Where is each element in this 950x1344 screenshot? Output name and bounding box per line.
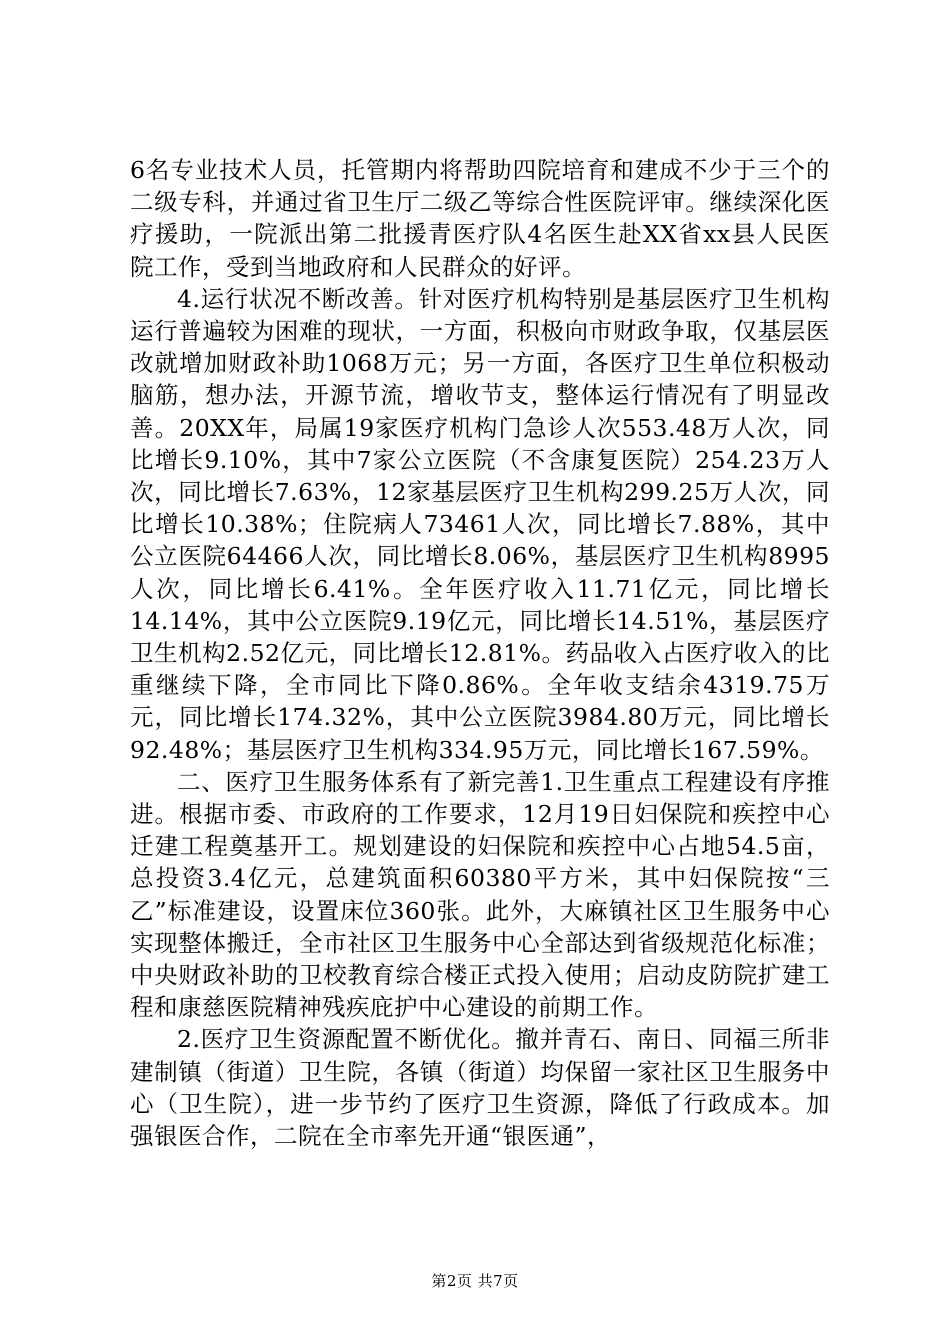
paragraph-1: 6名专业技术人员，托管期内将帮助四院培育和建成不少于三个的二级专科，并通过省卫生厅二级乙等综合性医院评审。继续深化医疗援助，一院派出第二批援青医疗队4名医生赴XX省xx县人民医院工作，受到当地政府和人民群众的好评。 xyxy=(130,156,830,281)
body-text xyxy=(130,154,830,1152)
paragraph-3: 二、医疗卫生服务体系有了新完善1.卫生重点工程建设有序推进。根据市委、市政府的工作要求，12月19日妇保院和疾控中心迁建工程奠基开工。规划建设的妇保院和疾控中心占地54.5亩，总投资3.4亿元，总建筑面积60380平方米，其中妇保院按“三乙”标准建设，设置床位360张。此外，大麻镇社区卫生服务中心实现整体搬迁，全市社区卫生服务中心全部达到省级规范化标准；中央财政补助的卫校教育综合楼正式投入使用；启动皮防院扩建工程和康慈医院精神残疾庇护中心建设的前期工作。 xyxy=(130,767,830,1022)
paragraph-4: 2.医疗卫生资源配置不断优化。撤并青石、南日、同福三所非建制镇（街道）卫生院，各镇（街道）均保留一家社区卫生服务中心（卫生院），进一步节约了医疗卫生资源，降低了行政成本。加强银医合作，二院在全市率先开通“银医通”， xyxy=(130,1025,830,1151)
page-footer: 第2页 共7页 xyxy=(431,1272,519,1290)
paragraph-2: 4.运行状况不断改善。针对医疗机构特别是基层医疗卫生机构运行普遍较为困难的现状，一方面，积极向市财政争取，仅基层医改就增加财政补助1068万元；另一方面，各医疗卫生单位积极动脑筋，想办法，开源节流，增收节支，整体运行情况有了明显改善。20XX年，局属19家医疗机构门急诊人次553.48万人次，同比增长9.10%，其中7家公立医院（不含康复医院）254.23万人次，同比增长7.63%，12家基层医疗卫生机构299.25万人次，同比增长10.38%；住院病人73461人次，同比增长7.88%，其中公立医院64466人次，同比增长8.06%，基层医疗卫生机构8995人次，同比增长6.41%。全年医疗收入11.71亿元，同比增长14.14%，其中公立医院9.19亿元，同比增长14.51%，基层医疗卫生机构2.52亿元，同比增长12.81%。药品收入占医疗收入的比重继续下降，全市同比下降0.86%。全年收支结余4319.75万元，同比增长174.32%，其中公立医院3984.80万元，同比增长92.48%；基层医疗卫生机构334.95万元，同比增长167.59%。 xyxy=(130,284,830,764)
